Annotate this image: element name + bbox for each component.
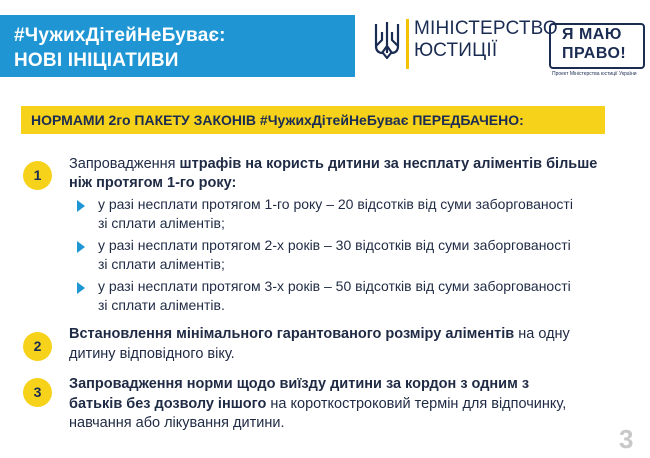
item1-bullet3-line1: у разі несплати протягом 3-х років – 50 відсотків від суми заборгованості bbox=[98, 278, 571, 294]
item2-text: на одну bbox=[514, 326, 570, 342]
logo-subtitle: Проект Міністерства юстиції України bbox=[552, 71, 637, 77]
item3-text: на короткостроковий термін для відпочинку, bbox=[266, 396, 567, 412]
item3-emphasis: батьків без дозволу іншого bbox=[69, 396, 267, 412]
item1-line1 bbox=[69, 156, 597, 172]
item-number-badge: 1 bbox=[23, 161, 52, 190]
ministry-name-line1: МІНІСТЕРСТВО bbox=[414, 18, 558, 39]
item1-bullet2-line1: у разі несплати протягом 2-х років – 30 відсотків від суми заборгованості bbox=[98, 237, 571, 253]
item-number-badge: 3 bbox=[23, 378, 52, 407]
header-title: НОВІ ІНІЦІАТИВИ bbox=[14, 50, 179, 71]
bullet-arrow-icon bbox=[77, 282, 85, 294]
item1-bullet1-line1: у разі несплати протягом 1-го року – 20 відсотків від суми заборгованості bbox=[98, 196, 573, 212]
section-banner-text: НОРМАМИ 2го ПАКЕТУ ЗАКОНІВ #ЧужихДітейНеБуває ПЕРЕДБАЧЕНО: bbox=[31, 112, 524, 128]
item3-line2 bbox=[69, 396, 566, 412]
logo-text-line1: Я МАЮ bbox=[562, 26, 622, 43]
logo-text-line2: ПРАВО! bbox=[562, 45, 627, 62]
item1-emphasis: штрафів на користь дитини за несплату аліментів більше bbox=[179, 156, 598, 172]
ministry-name-line2: ЮСТИЦІЇ bbox=[414, 40, 498, 61]
item2-line1 bbox=[69, 326, 570, 342]
item3-line3: навчання або лікування дитини. bbox=[69, 415, 285, 431]
trident-icon bbox=[374, 20, 400, 60]
header-hashtag: #ЧужихДітейНеБуває: bbox=[14, 25, 226, 46]
ministry-divider bbox=[406, 19, 409, 69]
item1-line2: ніж протягом 1-го року: bbox=[69, 175, 237, 191]
item2-emphasis: Встановлення мінімального гарантованого розміру аліментів bbox=[69, 326, 515, 342]
item1-bullet2-line2: зі сплати аліментів; bbox=[98, 256, 225, 272]
bullet-arrow-icon bbox=[77, 200, 85, 212]
item3-line1: Запровадження норми щодо виїзду дитини за кордон з одним з bbox=[69, 376, 530, 392]
item1-bullet3-line2: зі сплати аліментів. bbox=[98, 297, 225, 313]
item1-text: Запровадження bbox=[69, 156, 180, 172]
page-number: 3 bbox=[619, 424, 634, 454]
item1-bullet1-line2: зі сплати аліментів; bbox=[98, 215, 225, 231]
bullet-arrow-icon bbox=[77, 241, 85, 253]
item2-line2: дитину відповідного віку. bbox=[69, 346, 235, 362]
item-number-badge: 2 bbox=[23, 332, 52, 361]
